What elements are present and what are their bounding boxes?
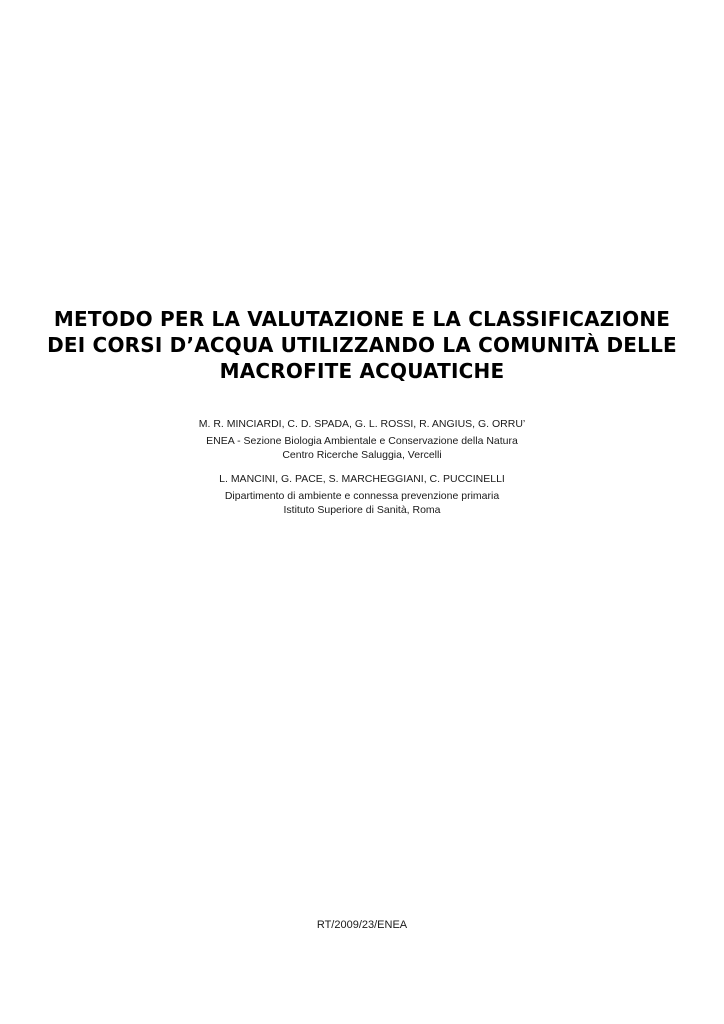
title-line-2: DEI CORSI D’ACQUA UTILIZZANDO LA COMUNITÀ DELLE [47, 333, 677, 357]
affiliation-iss [0, 489, 724, 517]
title-line-3: MACROFITE ACQUATICHE [219, 359, 505, 383]
title-line-1: METODO PER LA VALUTAZIONE E LA CLASSIFICAZIONE [53, 307, 671, 331]
report-number: RT/2009/23/ENEA [316, 919, 408, 931]
authors-iss: L. MANCINI, G. PACE, S. MARCHEGGIANI, C. PUCCINELLI [219, 473, 505, 485]
authors-enea: M. R. MINCIARDI, C. D. SPADA, G. L. ROSSI, R. ANGIUS, G. ORRU’ [198, 418, 526, 430]
affiliation-enea-line-2: Centro Ricerche Saluggia, Vercelli [282, 449, 442, 461]
affiliation-iss-line-2: Istituto Superiore di Sanità, Roma [283, 504, 441, 516]
document-title [20, 306, 704, 384]
affiliation-enea-line-1: ENEA - Sezione Biologia Ambientale e Conservazione della Natura [206, 435, 518, 447]
affiliation-iss-line-1: Dipartimento di ambiente e connessa prevenzione primaria [224, 490, 500, 502]
affiliation-enea [0, 434, 724, 462]
